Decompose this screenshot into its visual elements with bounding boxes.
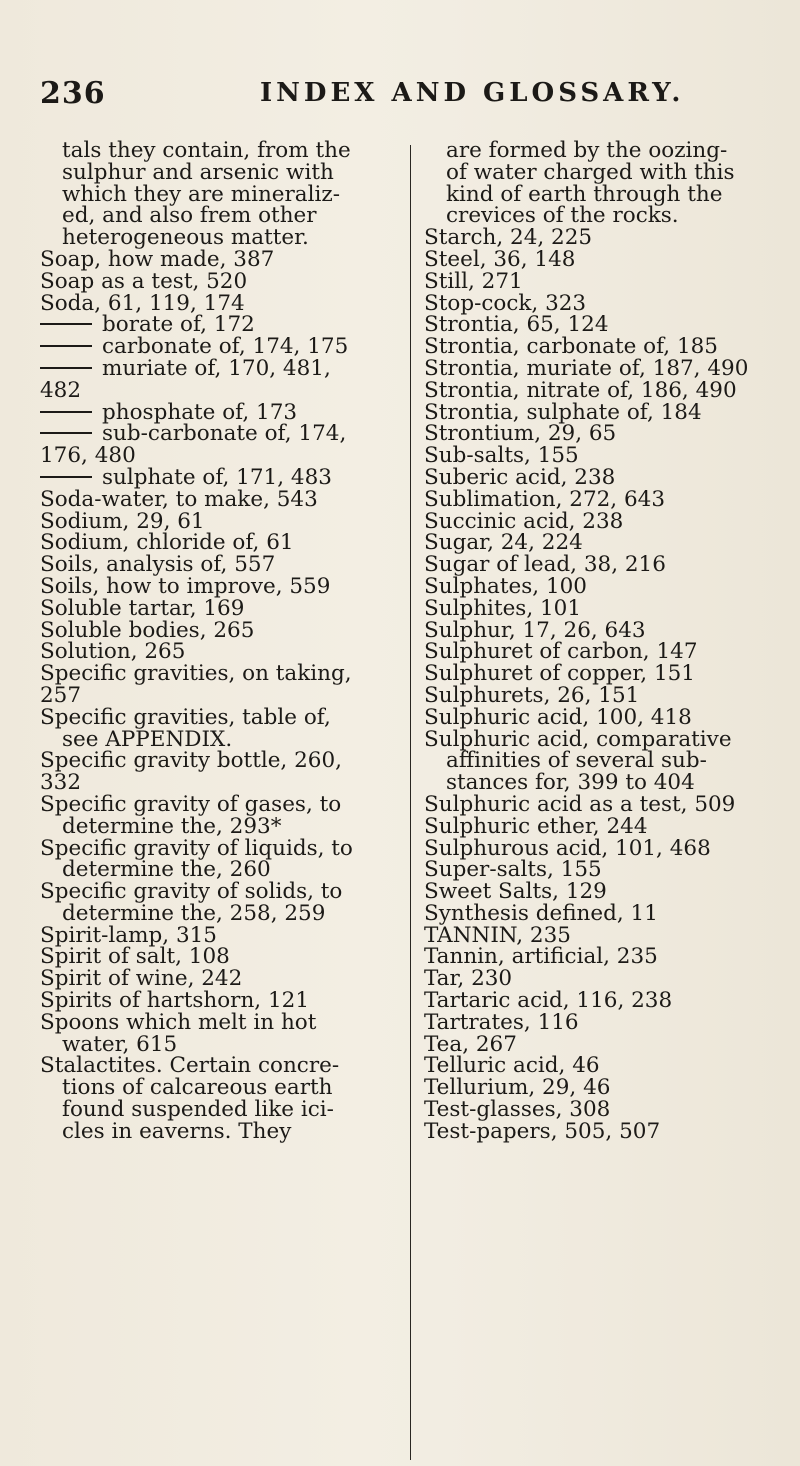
index-entry: Spirit of salt, 108 (40, 944, 230, 970)
index-entry-continuation: cles in eaverns. They (62, 1118, 292, 1144)
index-entry: Sulphuret of copper, 151 (424, 661, 695, 687)
index-entry: Strontium, 29, 65 (424, 421, 617, 447)
ditto-dash (40, 345, 92, 347)
index-entry: Super-salts, 155 (424, 857, 602, 883)
index-entry-continuation: determine the, 293* (62, 813, 282, 839)
ditto-dash (40, 367, 92, 369)
index-entry: Specific gravity bottle, 260, (40, 748, 342, 774)
index-entry: Tartrates, 116 (424, 1009, 579, 1035)
index-entry-continuation: are formed by the oozing- (446, 138, 728, 163)
index-entry-continuation: heterogeneous matter. (62, 225, 309, 251)
index-entry: Sugar, 24, 224 (424, 530, 583, 556)
index-entry: 257 (40, 682, 82, 708)
index-entry: Suberic acid, 238 (424, 464, 616, 490)
index-entry: Soils, analysis of, 557 (40, 552, 276, 578)
index-entry: 176, 480 (40, 443, 136, 469)
index-entry: Test-glasses, 308 (424, 1097, 611, 1123)
index-entry: Soda-water, to make, 543 (40, 486, 318, 512)
subentry-text: muriate of, 170, 481, (102, 355, 331, 381)
index-entry: Sulphuric ether, 244 (424, 813, 648, 839)
index-subentry (40, 423, 395, 445)
index-subentry (40, 464, 395, 490)
index-subentry (40, 355, 395, 381)
index-subentry (40, 336, 395, 358)
ditto-dash (40, 411, 92, 413)
index-entry: Tartaric acid, 116, 238 (424, 988, 673, 1014)
index-entry-continuation: found suspended like ici- (62, 1097, 334, 1123)
index-entry: Succinic acid, 238 (424, 508, 624, 534)
index-entry: Strontia, 65, 124 (424, 312, 609, 338)
index-entry: 332 (40, 770, 82, 796)
index-entry: Telluric acid, 46 (424, 1053, 600, 1079)
subentry-text: borate of, 172 (102, 312, 255, 338)
index-entry-continuation: water, 615 (62, 1031, 178, 1057)
index-entry: Sugar of lead, 38, 216 (424, 552, 666, 578)
index-entry: Sweet Salts, 129 (424, 879, 607, 905)
index-entry: Sulphurets, 26, 151 (424, 682, 640, 708)
subentry-text: carbonate of, 174, 175 (102, 334, 349, 360)
index-entry: Spirit of wine, 242 (40, 966, 243, 992)
index-entry: Soap as a test, 520 (40, 268, 248, 294)
index-entry: Soils, how to improve, 559 (40, 573, 331, 599)
index-entry: 482 (40, 377, 82, 403)
index-entry: Sodium, 29, 61 (40, 508, 205, 534)
index-entry-continuation: kind of earth through the (446, 181, 723, 207)
index-entry: Specific gravity of gases, to (40, 791, 342, 817)
index-entry: Sulphuret of carbon, 147 (424, 639, 698, 665)
index-entry: Starch, 24, 225 (424, 225, 593, 251)
index-entry: Soluble tartar, 169 (40, 595, 245, 621)
index-entry: Specific gravities, on taking, (40, 661, 352, 687)
index-entry-continuation: sulphur and arsenic with (62, 159, 334, 185)
index-subentry (40, 314, 395, 336)
page-number: 236 (40, 76, 106, 111)
index-subentry (40, 399, 395, 425)
index-entry-continuation: of water charged with this (446, 159, 735, 185)
subentry-text: sulphate of, 171, 483 (102, 464, 332, 490)
subentry-text: phosphate of, 173 (102, 399, 298, 425)
index-entry: Sulphates, 100 (424, 573, 587, 599)
index-entry-continuation: determine the, 258, 259 (62, 900, 326, 926)
index-entry-continuation: affinities of several sub- (446, 748, 707, 774)
index-entry-continuation: tions of calcareous earth (62, 1075, 333, 1101)
index-entry: Sulphuric acid as a test, 509 (424, 791, 736, 817)
ditto-dash (40, 323, 92, 325)
index-entry: Still, 271 (424, 268, 523, 294)
index-entry: Sulphites, 101 (424, 595, 582, 621)
left-index-column (40, 140, 395, 1143)
index-entry: Sulphurous acid, 101, 468 (424, 835, 711, 861)
index-entry: Spirit-lamp, 315 (40, 922, 217, 948)
index-entry: Soluble bodies, 265 (40, 617, 255, 643)
index-entry: Solution, 265 (40, 639, 186, 665)
index-entry: Specific gravities, table of, (40, 704, 331, 730)
ditto-dash (40, 432, 92, 434)
subentry-text: sub-carbonate of, 174, (102, 421, 347, 447)
index-entry: Strontia, nitrate of, 186, 490 (424, 377, 737, 403)
index-entry: Spoons which melt in hot (40, 1009, 317, 1035)
index-entry: Stop-cock, 323 (424, 290, 587, 316)
index-entry-continuation: see APPENDIX. (62, 726, 233, 752)
index-entry: Strontia, carbonate of, 185 (424, 334, 718, 360)
index-entry-continuation: determine the, 260 (62, 857, 271, 883)
index-entry: Specific gravity of solids, to (40, 879, 343, 905)
ditto-dash (40, 476, 92, 478)
index-entry-continuation: stances for, 399 to 404 (446, 770, 695, 796)
index-entry: Sublimation, 272, 643 (424, 486, 666, 512)
index-entry: Tar, 230 (424, 966, 513, 992)
index-entry: Sodium, chloride of, 61 (40, 530, 294, 556)
index-entry: Tannin, artificial, 235 (424, 944, 658, 970)
index-entry: Strontia, muriate of, 187, 490 (424, 355, 749, 381)
index-entry: Sulphuric acid, comparative (424, 726, 732, 752)
index-entry: Tea, 267 (424, 1031, 517, 1057)
index-entry: Soda, 61, 119, 174 (40, 290, 245, 316)
index-entry: Spirits of hartshorn, 121 (40, 988, 310, 1014)
column-divider (410, 145, 411, 1460)
index-entry-continuation: tals they contain, from the (62, 138, 351, 163)
index-entry: Specific gravity of liquids, to (40, 835, 353, 861)
index-entry: Test-papers, 505, 507 (424, 1118, 661, 1144)
index-entry: Synthesis defined, 11 (424, 900, 658, 926)
index-entry: Sub-salts, 155 (424, 443, 579, 469)
index-entry: TANNIN, 235 (424, 922, 571, 948)
index-entry-continuation: ed, and also frem other (62, 203, 317, 229)
index-entry-continuation: crevices of the rocks. (446, 203, 679, 229)
index-entry: Stalactites. Certain concre- (40, 1053, 340, 1079)
index-entry: Tellurium, 29, 46 (424, 1075, 611, 1101)
index-entry: Steel, 36, 148 (424, 246, 576, 272)
index-entry: Strontia, sulphate of, 184 (424, 399, 702, 425)
index-entry: Sulphuric acid, 100, 418 (424, 704, 692, 730)
index-entry-continuation: which they are mineraliz- (62, 181, 340, 207)
index-entry: Soap, how made, 387 (40, 246, 275, 272)
index-entry: Sulphur, 17, 26, 643 (424, 617, 646, 643)
right-index-column (424, 140, 784, 1143)
running-head: INDEX AND GLOSSARY. (260, 78, 685, 108)
page-header (28, 76, 788, 116)
